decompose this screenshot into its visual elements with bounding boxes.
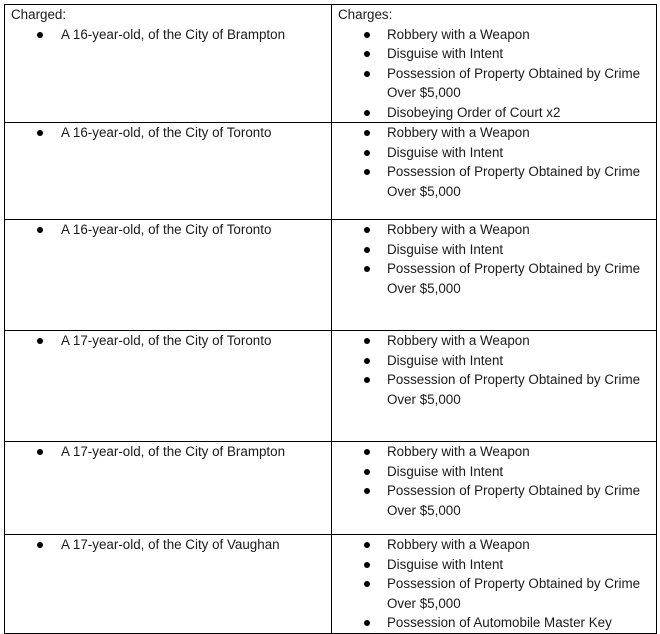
- charges-header: Charges:: [338, 7, 393, 22]
- charges-cell: [332, 5, 657, 123]
- charges-cell: [332, 123, 657, 220]
- list-item: Disobeying Order of Court x2: [332, 103, 656, 123]
- list-item: Disguise with Intent: [332, 462, 656, 482]
- list-item: Robbery with a Weapon: [332, 442, 656, 462]
- list-item: A 17-year-old, of the City of Toronto: [5, 331, 331, 351]
- list-item: Possession of Property Obtained by Crime Over $5,000: [332, 162, 656, 201]
- list-item: Robbery with a Weapon: [332, 331, 656, 351]
- table-row: [5, 123, 657, 220]
- charged-cell: [5, 535, 332, 634]
- table-row: [5, 535, 657, 634]
- charged-cell: [5, 331, 332, 442]
- list-item: Possession of Automobile Master Key: [332, 613, 656, 633]
- table-row: [5, 220, 657, 331]
- charged-list: [5, 220, 331, 240]
- list-item: Disguise with Intent: [332, 44, 656, 64]
- table-row: [5, 331, 657, 442]
- list-item: A 16-year-old, of the City of Toronto: [5, 123, 331, 143]
- charges-list: [332, 331, 656, 409]
- list-item: Possession of Property Obtained by Crime Over $5,000: [332, 481, 656, 520]
- list-item: Robbery with a Weapon: [332, 220, 656, 240]
- charged-header: Charged:: [11, 7, 67, 22]
- charged-cell: [5, 123, 332, 220]
- charges-list: [332, 123, 656, 201]
- charges-list: [332, 220, 656, 298]
- charges-list: [332, 442, 656, 520]
- charges-table: [4, 4, 657, 634]
- list-item: A 16-year-old, of the City of Toronto: [5, 220, 331, 240]
- charged-cell: [5, 442, 332, 535]
- list-item: A 17-year-old, of the City of Brampton: [5, 442, 331, 462]
- list-item: A 17-year-old, of the City of Vaughan: [5, 535, 331, 555]
- charges-cell: [332, 220, 657, 331]
- charged-cell: [5, 5, 332, 123]
- list-item: Disguise with Intent: [332, 143, 656, 163]
- list-item: Disguise with Intent: [332, 240, 656, 260]
- list-item: Robbery with a Weapon: [332, 25, 656, 45]
- charged-list: [5, 331, 331, 351]
- list-item: Robbery with a Weapon: [332, 535, 656, 555]
- charged-list: [5, 442, 331, 462]
- charges-list: [332, 25, 656, 123]
- charges-cell: [332, 535, 657, 634]
- charged-list: [5, 535, 331, 555]
- charged-cell: [5, 220, 332, 331]
- charged-list: [5, 123, 331, 143]
- list-item: Disguise with Intent: [332, 351, 656, 371]
- table-row: [5, 5, 657, 123]
- list-item: Possession of Property Obtained by Crime Over $5,000: [332, 64, 656, 103]
- list-item: Possession of Property Obtained by Crime Over $5,000: [332, 370, 656, 409]
- charged-list: [5, 25, 331, 45]
- charges-cell: [332, 442, 657, 535]
- table-row: [5, 442, 657, 535]
- list-item: A 16-year-old, of the City of Brampton: [5, 25, 331, 45]
- list-item: Possession of Property Obtained by Crime Over $5,000: [332, 259, 656, 298]
- list-item: Robbery with a Weapon: [332, 123, 656, 143]
- list-item: Possession of Property Obtained by Crime Over $5,000: [332, 574, 656, 613]
- list-item: Disguise with Intent: [332, 555, 656, 575]
- charges-cell: [332, 331, 657, 442]
- charges-list: [332, 535, 656, 633]
